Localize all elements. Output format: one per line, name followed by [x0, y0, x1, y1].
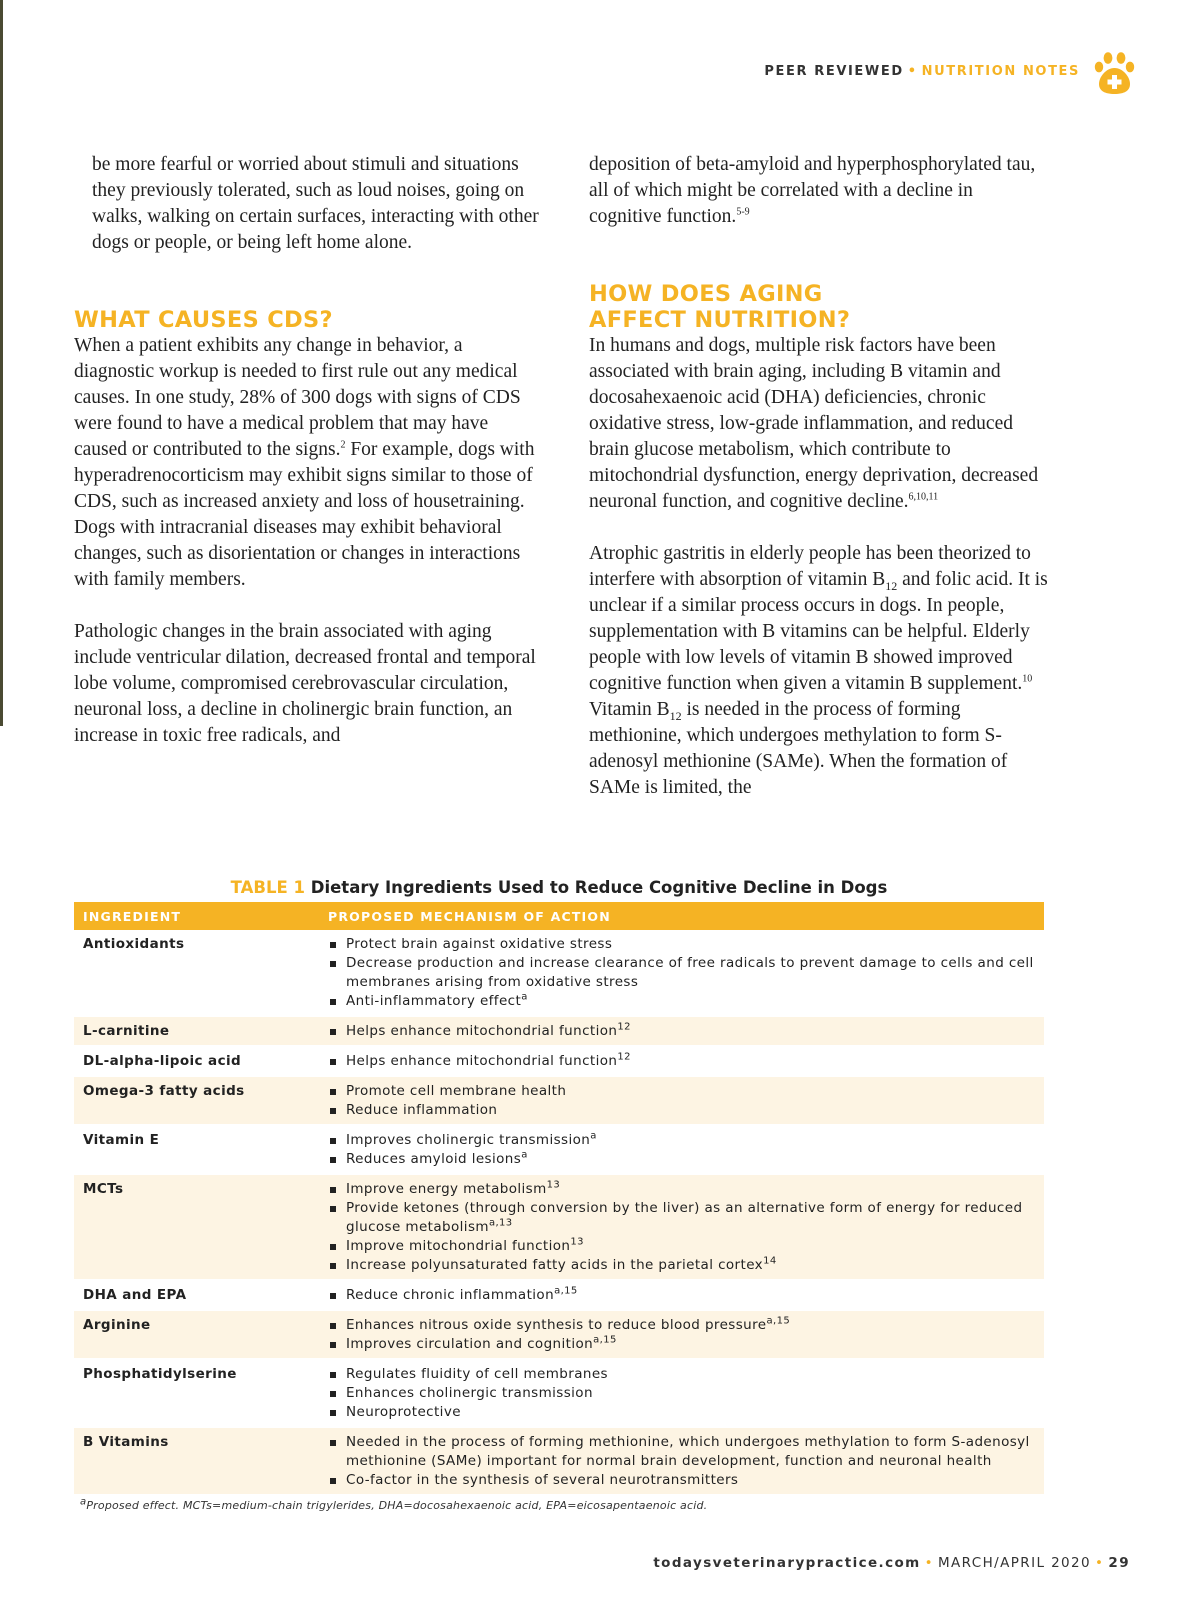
left-paragraph-2: When a patient exhibits any change in behavior, a diagnostic workup is needed to first rule out any medical causes. In one study, 28% of 300 dogs with signs of CDS were found to have a medical problem that may have caused or contributed to the signs.$^2$ For example, dogs with hyperadrenocorticism may exhibit signs similar to those of CDS, such as increased anxiety and loss of housetraining. Dogs with intracranial diseases may exhibit behavioral changes, such as disorientation or changes in interactions with family members.	[74, 335, 535, 590]
mechanism-cell	[319, 1047, 1044, 1077]
table-header-row	[74, 902, 1044, 930]
table-row	[74, 930, 1044, 1017]
mechanism-cell	[319, 1126, 1044, 1175]
mechanism-item: Reduce inflammation	[328, 1101, 1036, 1120]
footer-site: todaysveterinarypractice.com	[653, 1555, 921, 1571]
ingredient-cell: Phosphatidylserine	[74, 1360, 319, 1428]
left-paragraph-1: be more fearful or worried about stimuli and situations they previously tolerated, such as loud noises, going on walks, walking on certain surfaces, interacting with other dogs or people, or being left home alone.	[92, 154, 539, 253]
table-title	[74, 878, 1044, 897]
mechanism-item: Regulates fluidity of cell membranes	[328, 1365, 1036, 1384]
mechanism-item: Provide ketones (through conversion by the liver) as an alternative form of energy for reduced glucose metabolism$^{a,13}$	[328, 1199, 1036, 1237]
table-row	[74, 1175, 1044, 1281]
footer-issue: MARCH/APRIL 2020	[938, 1555, 1092, 1571]
ingredient-cell: DL-alpha-lipoic acid	[74, 1047, 319, 1077]
mechanism-item: Anti-inflammatory effect$^a$	[328, 992, 1036, 1011]
column-header-mechanism: PROPOSED MECHANISM OF ACTION	[319, 902, 1044, 930]
mechanism-cell	[319, 1360, 1044, 1428]
mechanism-item: Reduce chronic inflammation$^{a,15}$	[328, 1286, 1036, 1305]
mechanism-item: Neuroprotective	[328, 1403, 1036, 1422]
ingredient-cell: Vitamin E	[74, 1126, 319, 1175]
table-label: TABLE 1	[230, 878, 306, 897]
mechanism-cell	[319, 1281, 1044, 1311]
ingredient-cell: L-carnitine	[74, 1017, 319, 1047]
right-column	[589, 152, 1049, 801]
mechanism-item: Increase polyunsaturated fatty acids in the parietal cortex$^{14}$	[328, 1256, 1036, 1275]
mechanism-item: Improves circulation and cognition$^{a,15}$	[328, 1335, 1036, 1354]
mechanism-cell	[319, 1175, 1044, 1281]
left-column	[74, 152, 544, 749]
table-row	[74, 1047, 1044, 1077]
paw-plus-icon	[1090, 50, 1140, 100]
mechanism-item: Improves cholinergic transmission$^a$	[328, 1131, 1036, 1150]
ingredient-cell: Antioxidants	[74, 930, 319, 1017]
header-section: NUTRITION NOTES	[921, 64, 1080, 79]
table-row	[74, 1126, 1044, 1175]
left-paragraph-3: Pathologic changes in the brain associated with aging include ventricular dilation, decreased frontal and temporal lobe volume, compromised cerebrovascular circulation, neuronal loss, a decline in cholinergic brain function, an increase in toxic free radicals, and	[74, 621, 536, 746]
mechanism-cell	[319, 1017, 1044, 1047]
mechanism-item: Promote cell membrane health	[328, 1082, 1036, 1101]
mechanism-item: Helps enhance mitochondrial function$^{12}$	[328, 1052, 1036, 1071]
running-header: PEER REVIEWED • NUTRITION NOTES	[764, 64, 1080, 79]
mechanism-cell	[319, 1077, 1044, 1126]
page-footer: todaysveterinarypractice.com • MARCH/APRIL 2020 • 29	[653, 1555, 1130, 1571]
mechanism-item: Improve mitochondrial function$^{13}$	[328, 1237, 1036, 1256]
table-caption: Dietary Ingredients Used to Reduce Cognitive Decline in Dogs	[310, 878, 888, 897]
table-row	[74, 1428, 1044, 1496]
mechanism-item: Protect brain against oxidative stress	[328, 935, 1036, 954]
mechanism-item: Helps enhance mitochondrial function$^{12}$	[328, 1022, 1036, 1041]
table-row	[74, 1311, 1044, 1360]
ingredient-cell: MCTs	[74, 1175, 319, 1281]
ingredient-cell: Arginine	[74, 1311, 319, 1360]
right-paragraph-1: deposition of beta-amyloid and hyperphosphorylated tau, all of which might be correlated with a decline in cognitive function.$^{5-9}$	[589, 154, 1036, 227]
mechanism-item: Co-factor in the synthesis of several neurotransmitters	[328, 1471, 1036, 1490]
ingredient-cell: B Vitamins	[74, 1428, 319, 1496]
mechanism-item: Enhances cholinergic transmission	[328, 1384, 1036, 1403]
mechanism-item: Improve energy metabolism$^{13}$	[328, 1180, 1036, 1199]
mechanism-item: Enhances nitrous oxide synthesis to reduce blood pressure$^{a,15}$	[328, 1316, 1036, 1335]
header-label: PEER REVIEWED	[764, 64, 904, 79]
table-row	[74, 1360, 1044, 1428]
table-footnote: $^a$Proposed effect. MCTs=medium-chain trigylerides, DHA=docosahexaenoic acid, EPA=eicosapentaenoic acid.	[80, 1496, 708, 1512]
right-paragraph-3: Atrophic gastritis in elderly people has been theorized to interfere with absorption of vitamin $B_{12}$ and folic acid. It is unclear if a similar process occurs in dogs. In people, supplementation with B vitamins can be helpful. Elderly people with low levels of vitamin B showed improved cognitive function when given a vitamin B supplement.$^{10}$ Vitamin $B_{12}$ is needed in the process of forming methionine, which undergoes methylation to form S-adenosyl methionine (SAMe). When the formation of SAMe is limited, the	[589, 543, 1048, 798]
table-row	[74, 1077, 1044, 1126]
ingredient-cell: Omega-3 fatty acids	[74, 1077, 319, 1126]
right-paragraph-2: In humans and dogs, multiple risk factors have been associated with brain aging, including B vitamin and docosahexaenoic acid (DHA) deficiencies, chronic oxidative stress, low-grade inflammation, and reduced brain glucose metabolism, which contribute to mitochondrial dysfunction, energy deprivation, decreased neuronal function, and cognitive decline.$^{6,10,11}$	[589, 335, 1039, 512]
ingredients-table	[74, 902, 1044, 1496]
ingredient-cell: DHA and EPA	[74, 1281, 319, 1311]
page-number: 29	[1108, 1555, 1130, 1571]
mechanism-item: Reduces amyloid lesions$^a$	[328, 1150, 1036, 1169]
mechanism-cell	[319, 1428, 1044, 1496]
column-header-ingredient: INGREDIENT	[74, 902, 319, 930]
table-row	[74, 1281, 1044, 1311]
mechanism-item: Needed in the process of forming methionine, which undergoes methylation to form S-adenosyl methionine (SAMe) important for normal brain development, function and neuronal health	[328, 1433, 1036, 1471]
section-heading-aging-nutrition: HOW DOES AGING AFFECT NUTRITION?	[589, 281, 851, 333]
mechanism-cell	[319, 930, 1044, 1017]
table-row	[74, 1017, 1044, 1047]
section-heading-what-causes-cds: WHAT CAUSES CDS?	[74, 307, 333, 333]
table-body	[74, 930, 1044, 1496]
mechanism-item: Decrease production and increase clearance of free radicals to prevent damage to cells and cell membranes arising from oxidative stress	[328, 954, 1036, 992]
mechanism-cell	[319, 1311, 1044, 1360]
page-edge-rule	[0, 0, 3, 726]
